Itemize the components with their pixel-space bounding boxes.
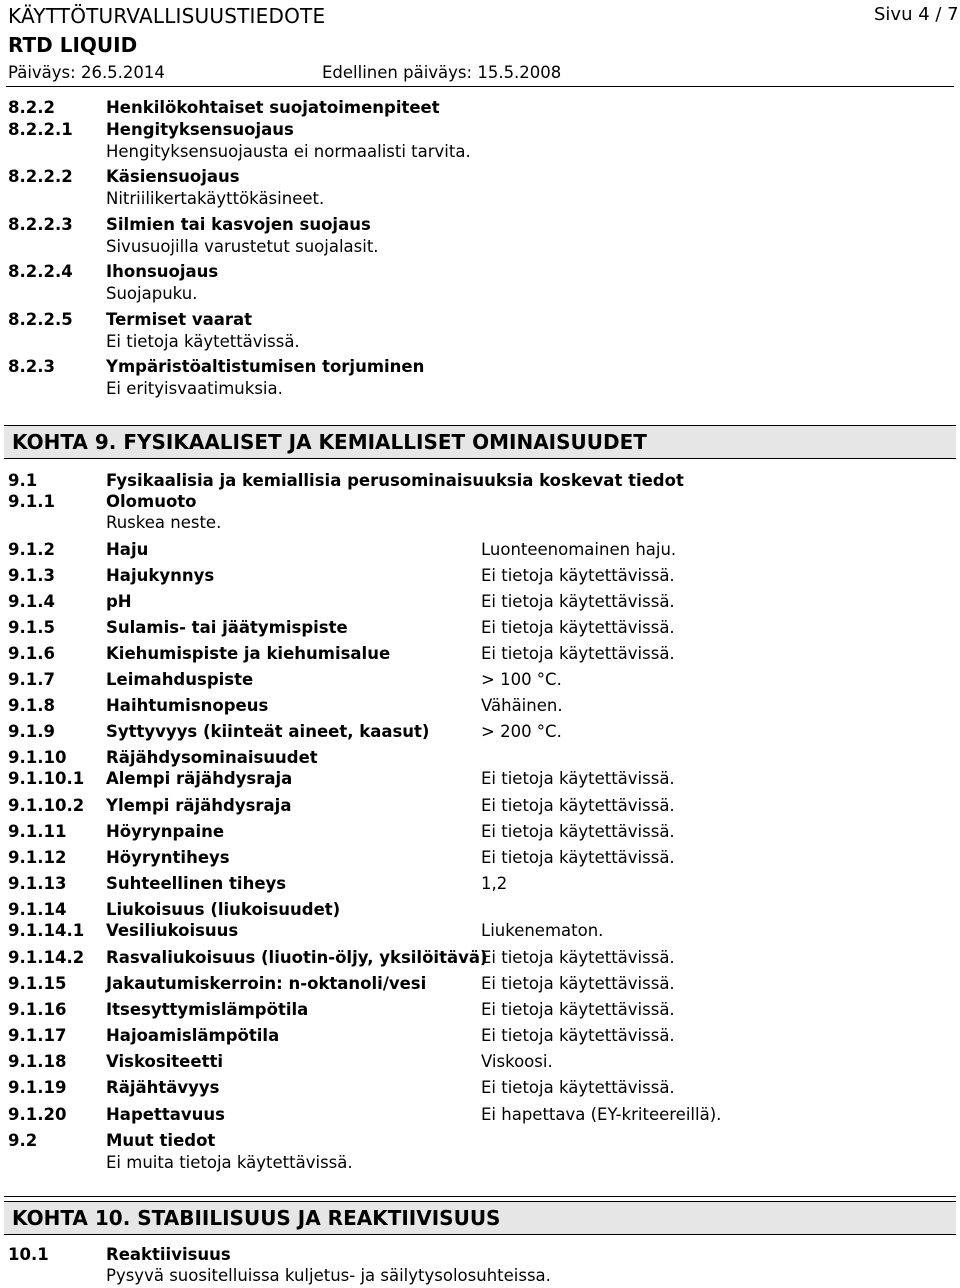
property-value: Ei tietoja käytettävissä. [481, 769, 675, 788]
property-row [0, 1077, 960, 1099]
property-value: Ei tietoja käytettävissä. [481, 822, 675, 841]
item-label: Reaktiivisuus [106, 1245, 231, 1264]
item-text: Pysyvä suositelluissa kuljetus- ja säilytysolosuhteissa. [106, 1266, 551, 1285]
property-number: 9.1.20 [8, 1105, 67, 1124]
property-number: 9.1.10 [8, 748, 67, 767]
section-row [0, 491, 960, 513]
item-detail [0, 283, 960, 305]
property-value: Liukenematon. [481, 921, 604, 940]
property-label: Sulamis- tai jäätymispiste [106, 618, 348, 637]
property-number: 9.1.11 [8, 822, 67, 841]
item-detail [0, 1265, 960, 1287]
property-row [0, 669, 960, 691]
property-number: 9.1.7 [8, 670, 55, 689]
property-number: 9.1.14.1 [8, 921, 85, 940]
section-heading-text: KOHTA 10. STABIILISUUS JA REAKTIIVISUUS [12, 1206, 501, 1230]
header-divider [6, 86, 954, 87]
property-label: Liukoisuus (liukoisuudet) [106, 900, 341, 919]
property-label: Haihtumisnopeus [106, 696, 269, 715]
property-label: Kiehumispiste ja kiehumisalue [106, 644, 391, 663]
document-title: KÄYTTÖTURVALLISUUSTIEDOTE [8, 4, 326, 28]
property-number: 9.1.17 [8, 1026, 67, 1045]
item-detail [0, 141, 960, 163]
property-label: Rasvaliukoisuus (liuotin-öljy, yksilöitävä) [106, 948, 488, 967]
item-number: 9.2 [8, 1131, 38, 1150]
property-label: Ylempi räjähdysraja [106, 796, 292, 815]
item-label: Henkilökohtaiset suojatoimenpiteet [106, 98, 440, 117]
item-text: Suojapuku. [106, 284, 198, 303]
property-label: Viskositeetti [106, 1052, 223, 1071]
previous-date: Edellinen päiväys: 15.5.2008 [322, 63, 562, 82]
section-row [0, 309, 960, 331]
item-number: 8.2.2 [8, 98, 55, 117]
item-text: Ei tietoja käytettävissä. [106, 332, 300, 351]
property-value: Ei tietoja käytettävissä. [481, 1026, 675, 1045]
property-label: Suhteellinen tiheys [106, 874, 287, 893]
item-detail [0, 236, 960, 258]
section-row [0, 470, 960, 492]
item-number: 9.1.1 [8, 492, 55, 511]
property-label: Itsesyttymislämpötila [106, 1000, 309, 1019]
property-label: Leimahduspiste [106, 670, 254, 689]
section-row [0, 214, 960, 236]
property-number: 9.1.14.2 [8, 948, 85, 967]
section-heading-text: KOHTA 9. FYSIKAALISET JA KEMIALLISET OMINAISUUDET [12, 430, 647, 454]
property-value: Ei tietoja käytettävissä. [481, 1078, 675, 1097]
property-value: Ei tietoja käytettävissä. [481, 1000, 675, 1019]
item-number: 8.2.2.3 [8, 215, 73, 234]
property-value: Ei tietoja käytettävissä. [481, 618, 675, 637]
property-label: Höyrynpaine [106, 822, 225, 841]
item-detail [0, 1152, 960, 1174]
property-value: Ei tietoja käytettävissä. [481, 566, 675, 585]
property-label: Alempi räjähdysraja [106, 769, 293, 788]
property-number: 9.1.10.2 [8, 796, 85, 815]
item-label: Fysikaalisia ja kemiallisia perusominaisuuksia koskevat tiedot [106, 471, 684, 490]
property-number: 9.1.4 [8, 592, 55, 611]
property-value: Ei hapettava (EY-kriteereillä). [481, 1105, 722, 1124]
item-label: Ihonsuojaus [106, 262, 219, 281]
property-label: Höyryntiheys [106, 848, 230, 867]
item-text: Hengityksensuojausta ei normaalisti tarvita. [106, 142, 471, 161]
property-label: pH [106, 592, 132, 611]
section-divider [4, 1196, 956, 1197]
property-number: 9.1.3 [8, 566, 55, 585]
property-number: 9.1.10.1 [8, 769, 85, 788]
item-number: 8.2.3 [8, 357, 55, 376]
property-label: Vesiliukoisuus [106, 921, 239, 940]
property-row [0, 643, 960, 665]
property-label: Räjähdysominaisuudet [106, 748, 318, 767]
property-value: Ei tietoja käytettävissä. [481, 948, 675, 967]
property-label: Hajoamislämpötila [106, 1026, 280, 1045]
property-value: Luonteenomainen haju. [481, 540, 677, 559]
property-label: Haju [106, 540, 149, 559]
property-value: Viskoosi. [481, 1052, 553, 1071]
property-number: 9.1.8 [8, 696, 55, 715]
property-number: 9.1.2 [8, 540, 55, 559]
property-row [0, 617, 960, 639]
item-text: Nitriilikertakäyttökäsineet. [106, 189, 325, 208]
property-row [0, 721, 960, 743]
property-row [0, 795, 960, 817]
section-row [0, 119, 960, 141]
property-row [0, 899, 960, 921]
item-label: Hengityksensuojaus [106, 120, 294, 139]
item-number: 8.2.2.2 [8, 167, 73, 186]
property-row [0, 1025, 960, 1047]
property-value: > 100 °C. [481, 670, 562, 689]
section-10-heading [4, 1201, 956, 1235]
property-row [0, 947, 960, 969]
property-label: Räjähtävyys [106, 1078, 220, 1097]
item-label: Olomuoto [106, 492, 197, 511]
item-label: Termiset vaarat [106, 310, 253, 329]
property-number: 9.1.5 [8, 618, 55, 637]
property-row [0, 973, 960, 995]
property-row [0, 565, 960, 587]
property-row [0, 873, 960, 895]
property-number: 9.1.18 [8, 1052, 67, 1071]
item-label: Ympäristöaltistumisen torjuminen [106, 357, 425, 376]
property-value: Ei tietoja käytettävissä. [481, 848, 675, 867]
property-label: Jakautumiskerroin: n-oktanoli/vesi [106, 974, 427, 993]
item-number: 8.2.2.1 [8, 120, 73, 139]
property-number: 9.1.9 [8, 722, 55, 741]
property-value: > 200 °C. [481, 722, 562, 741]
property-label: Hajukynnys [106, 566, 215, 585]
property-row [0, 747, 960, 769]
item-label: Käsiensuojaus [106, 167, 240, 186]
property-number: 9.1.12 [8, 848, 67, 867]
property-number: 9.1.16 [8, 1000, 67, 1019]
property-row [0, 1104, 960, 1126]
property-label: Syttyvyys (kiinteät aineet, kaasut) [106, 722, 430, 741]
item-label: Muut tiedot [106, 1131, 216, 1150]
property-row [0, 999, 960, 1021]
property-row [0, 821, 960, 843]
property-number: 9.1.15 [8, 974, 67, 993]
item-detail [0, 331, 960, 353]
property-value: Ei tietoja käytettävissä. [481, 974, 675, 993]
property-value: Ei tietoja käytettävissä. [481, 796, 675, 815]
property-label: Hapettavuus [106, 1105, 225, 1124]
section-row [0, 1130, 960, 1152]
item-number: 8.2.2.5 [8, 310, 73, 329]
section-row [0, 356, 960, 378]
item-detail [0, 512, 960, 534]
property-row [0, 768, 960, 790]
property-row [0, 920, 960, 942]
issue-date: Päiväys: 26.5.2014 [8, 63, 165, 82]
property-number: 9.1.13 [8, 874, 67, 893]
item-text: Ei muita tietoja käytettävissä. [106, 1153, 353, 1172]
item-detail [0, 378, 960, 400]
page-number: Sivu 4 / 7 [874, 4, 959, 25]
property-value: Ei tietoja käytettävissä. [481, 644, 675, 663]
section-row [0, 97, 960, 119]
item-label: Silmien tai kasvojen suojaus [106, 215, 371, 234]
property-row [0, 1051, 960, 1073]
property-value: Vähäinen. [481, 696, 563, 715]
item-number: 9.1 [8, 471, 38, 490]
product-name: RTD LIQUID [8, 33, 138, 57]
property-row [0, 539, 960, 561]
property-row [0, 847, 960, 869]
property-row [0, 591, 960, 613]
section-row [0, 261, 960, 283]
property-number: 9.1.6 [8, 644, 55, 663]
section-row [0, 166, 960, 188]
section-9-heading [4, 425, 956, 459]
property-value: Ei tietoja käytettävissä. [481, 592, 675, 611]
item-number: 10.1 [8, 1245, 49, 1264]
item-detail [0, 188, 960, 210]
property-number: 9.1.14 [8, 900, 67, 919]
property-number: 9.1.19 [8, 1078, 67, 1097]
property-value: 1,2 [481, 874, 508, 893]
item-text: Sivusuojilla varustetut suojalasit. [106, 237, 379, 256]
property-row [0, 695, 960, 717]
item-number: 8.2.2.4 [8, 262, 73, 281]
item-text: Ei erityisvaatimuksia. [106, 379, 283, 398]
section-row [0, 1244, 960, 1266]
item-text: Ruskea neste. [106, 513, 222, 532]
